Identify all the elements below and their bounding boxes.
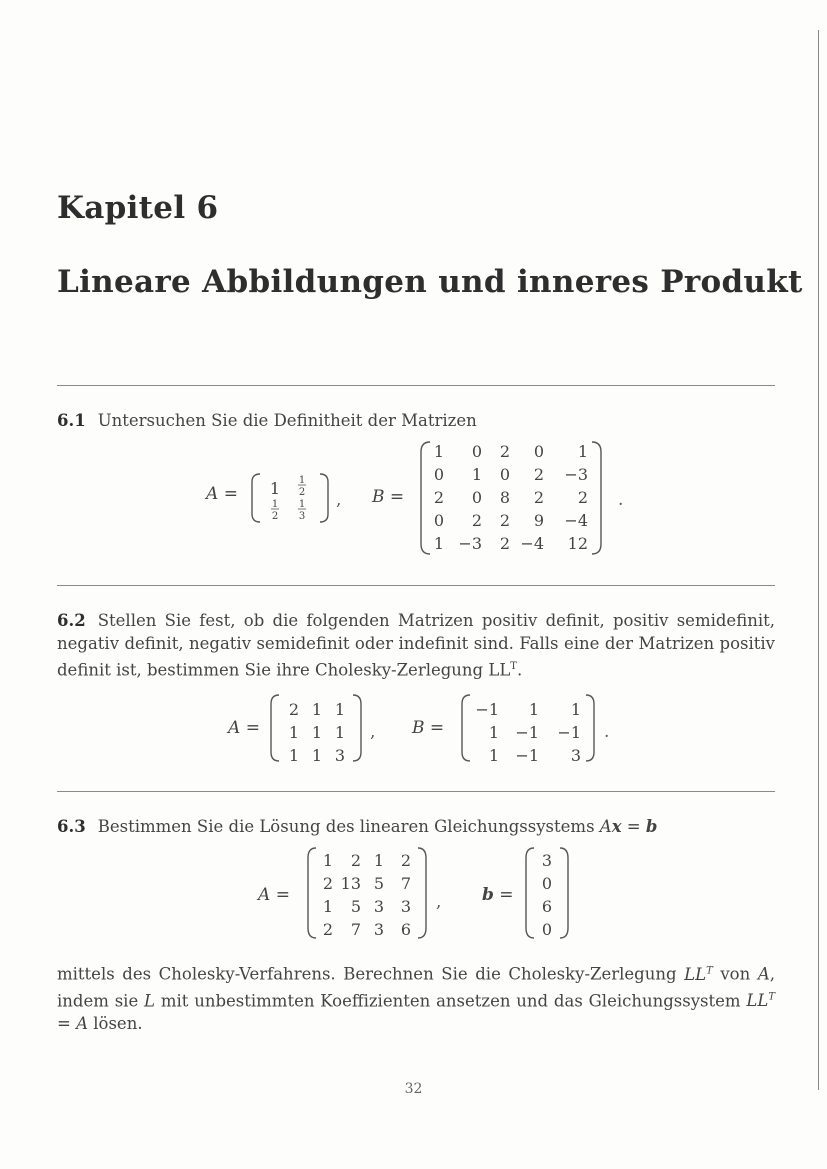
- matrix-cell: 12: [567, 534, 588, 553]
- exercise-6-2-text: 6.2 Stellen Sie fest, ob die folgenden Matrizen positiv definit, positiv semidefinit, negativ definit, negativ semidefinit oder indefinit sind. Falls eine der Matrizen positiv definit ist, bestimmen Sie ihre Cholesky-Zerlegung $LL^T$.: [57, 611, 775, 680]
- matrix-cell: 1: [373, 851, 384, 870]
- matrix-a-6-2: [268, 692, 364, 764]
- exercise-number: 6.3: [57, 817, 86, 836]
- matrix-cell: 0: [471, 442, 482, 461]
- matrix-cell: 3: [400, 897, 411, 916]
- matrix-cell: −4: [520, 534, 544, 553]
- chapter-label: Kapitel 6: [57, 190, 219, 226]
- matrix-cell: 13: [340, 874, 361, 893]
- matrix-a-label: A =: [206, 484, 238, 504]
- matrix-cell: 2: [577, 488, 588, 507]
- matrix-cell: 1: [288, 723, 300, 742]
- matrix-cell: 1: [433, 442, 444, 461]
- divider: [57, 791, 775, 792]
- matrix-cell: 1: [433, 534, 444, 553]
- matrix-cell: 1: [311, 746, 323, 764]
- matrix-cell: −4: [564, 511, 588, 530]
- matrix-cell: 1: [322, 897, 333, 916]
- svg-text:2: 2: [271, 511, 279, 522]
- matrix-cell: 0: [541, 874, 553, 893]
- svg-text:1: 1: [298, 499, 306, 510]
- matrix-cell: 1: [488, 746, 499, 764]
- matrix-cell: 0: [499, 465, 510, 484]
- comma: ,: [336, 490, 342, 510]
- matrix-cell: 2: [471, 511, 482, 530]
- matrix-a-label: A =: [258, 885, 290, 905]
- matrix-cell: 1: [471, 465, 482, 484]
- divider: [57, 585, 775, 586]
- matrix-cell: 7: [400, 874, 411, 893]
- matrix-cell: 5: [350, 897, 361, 916]
- matrix-a-6-3: [305, 845, 429, 941]
- matrix-cell: 1: [334, 700, 346, 719]
- matrix-b-6-1: [418, 438, 604, 558]
- equation: Ax = b: [599, 817, 658, 836]
- matrix-cell: 3: [373, 897, 384, 916]
- matrix-cell: 5: [373, 874, 384, 893]
- matrix-cell: 1: [528, 700, 539, 719]
- matrix-cell: −3: [458, 534, 482, 553]
- matrix-b-6-2: [459, 692, 597, 764]
- svg-text:1: 1: [298, 475, 306, 486]
- matrix-cell: 2: [499, 534, 510, 553]
- page-edge-line: [818, 30, 819, 1090]
- matrix-a-label: A =: [228, 718, 260, 738]
- matrix-cell: 2: [322, 920, 333, 939]
- matrix-cell: −1: [515, 723, 539, 742]
- matrix-cell: 6: [541, 897, 553, 916]
- matrix-cell: 7: [350, 920, 361, 939]
- matrix-cell: 2: [499, 511, 510, 530]
- matrix-cell: 3: [373, 920, 384, 939]
- matrix-cell: 1: [311, 700, 323, 719]
- matrix-cell: 1: [488, 723, 499, 742]
- exercise-6-1-text: 6.1 Untersuchen Sie die Definitheit der Matrizen: [57, 411, 477, 430]
- svg-text:1: 1: [271, 499, 279, 510]
- matrix-cell: −1: [475, 700, 499, 719]
- matrix-cell: −1: [515, 746, 539, 764]
- matrix-cell: 2: [533, 465, 544, 484]
- matrix-cell: 1: [269, 479, 281, 498]
- vector-b-6-3: [523, 845, 571, 941]
- matrix-cell: 1: [322, 851, 333, 870]
- matrix-cell: 8: [499, 488, 510, 507]
- vector-b-label: b =: [482, 885, 514, 905]
- matrix-cell: 2: [350, 851, 361, 870]
- matrix-cell: 0: [533, 442, 544, 461]
- matrix-cell: 3: [334, 746, 346, 764]
- matrix-cell: 9: [533, 511, 544, 530]
- matrix-cell: 2: [288, 700, 300, 719]
- divider: [57, 385, 775, 386]
- matrix-cell: 1: [334, 723, 346, 742]
- matrix-cell: 2: [433, 488, 444, 507]
- matrix-cell: 2: [533, 488, 544, 507]
- exercise-6-3-after-text: mittels des Cholesky-Verfahrens. Berechnen Sie die Cholesky-Zerlegung $LL^T$ von A, indem sie L mit unbestimmten Koeffizienten ansetzen und das Gleichungssystem $LL^T = A$ lösen.: [57, 964, 775, 1033]
- exercise-number: 6.1: [57, 411, 86, 430]
- matrix-cell: 0: [433, 511, 444, 530]
- exercise-number: 6.2: [57, 611, 86, 630]
- svg-text:2: 2: [298, 487, 306, 498]
- svg-text:3: 3: [298, 511, 306, 522]
- period: .: [604, 722, 610, 742]
- matrix-cell: 2: [400, 851, 411, 870]
- period: .: [618, 490, 624, 510]
- matrix-cell: 0: [433, 465, 444, 484]
- matrix-cell: 0: [541, 920, 553, 939]
- exercise-6-3-text: 6.3 Bestimmen Sie die Lösung des linearen Gleichungssystems Ax = b: [57, 817, 658, 836]
- matrix-cell: 1: [570, 700, 581, 719]
- matrix-a-6-1: [250, 470, 330, 526]
- matrix-cell: 1: [577, 442, 588, 461]
- comma: ,: [370, 722, 376, 742]
- matrix-cell: 2: [499, 442, 510, 461]
- matrix-cell: 6: [400, 920, 411, 939]
- matrix-cell: 0: [471, 488, 482, 507]
- matrix-cell: 2: [322, 874, 333, 893]
- matrix-b-label: B =: [372, 487, 405, 507]
- matrix-cell: 3: [570, 746, 581, 764]
- matrix-b-label: B =: [412, 718, 445, 738]
- page-number: 32: [404, 1081, 423, 1097]
- matrix-cell: 1: [311, 723, 323, 742]
- matrix-cell: −3: [564, 465, 588, 484]
- chapter-title: Lineare Abbildungen und inneres Produkt: [57, 264, 803, 300]
- matrix-cell: −1: [557, 723, 581, 742]
- matrix-cell: 3: [541, 851, 553, 870]
- matrix-cell: 1: [288, 746, 300, 764]
- comma: ,: [436, 892, 442, 912]
